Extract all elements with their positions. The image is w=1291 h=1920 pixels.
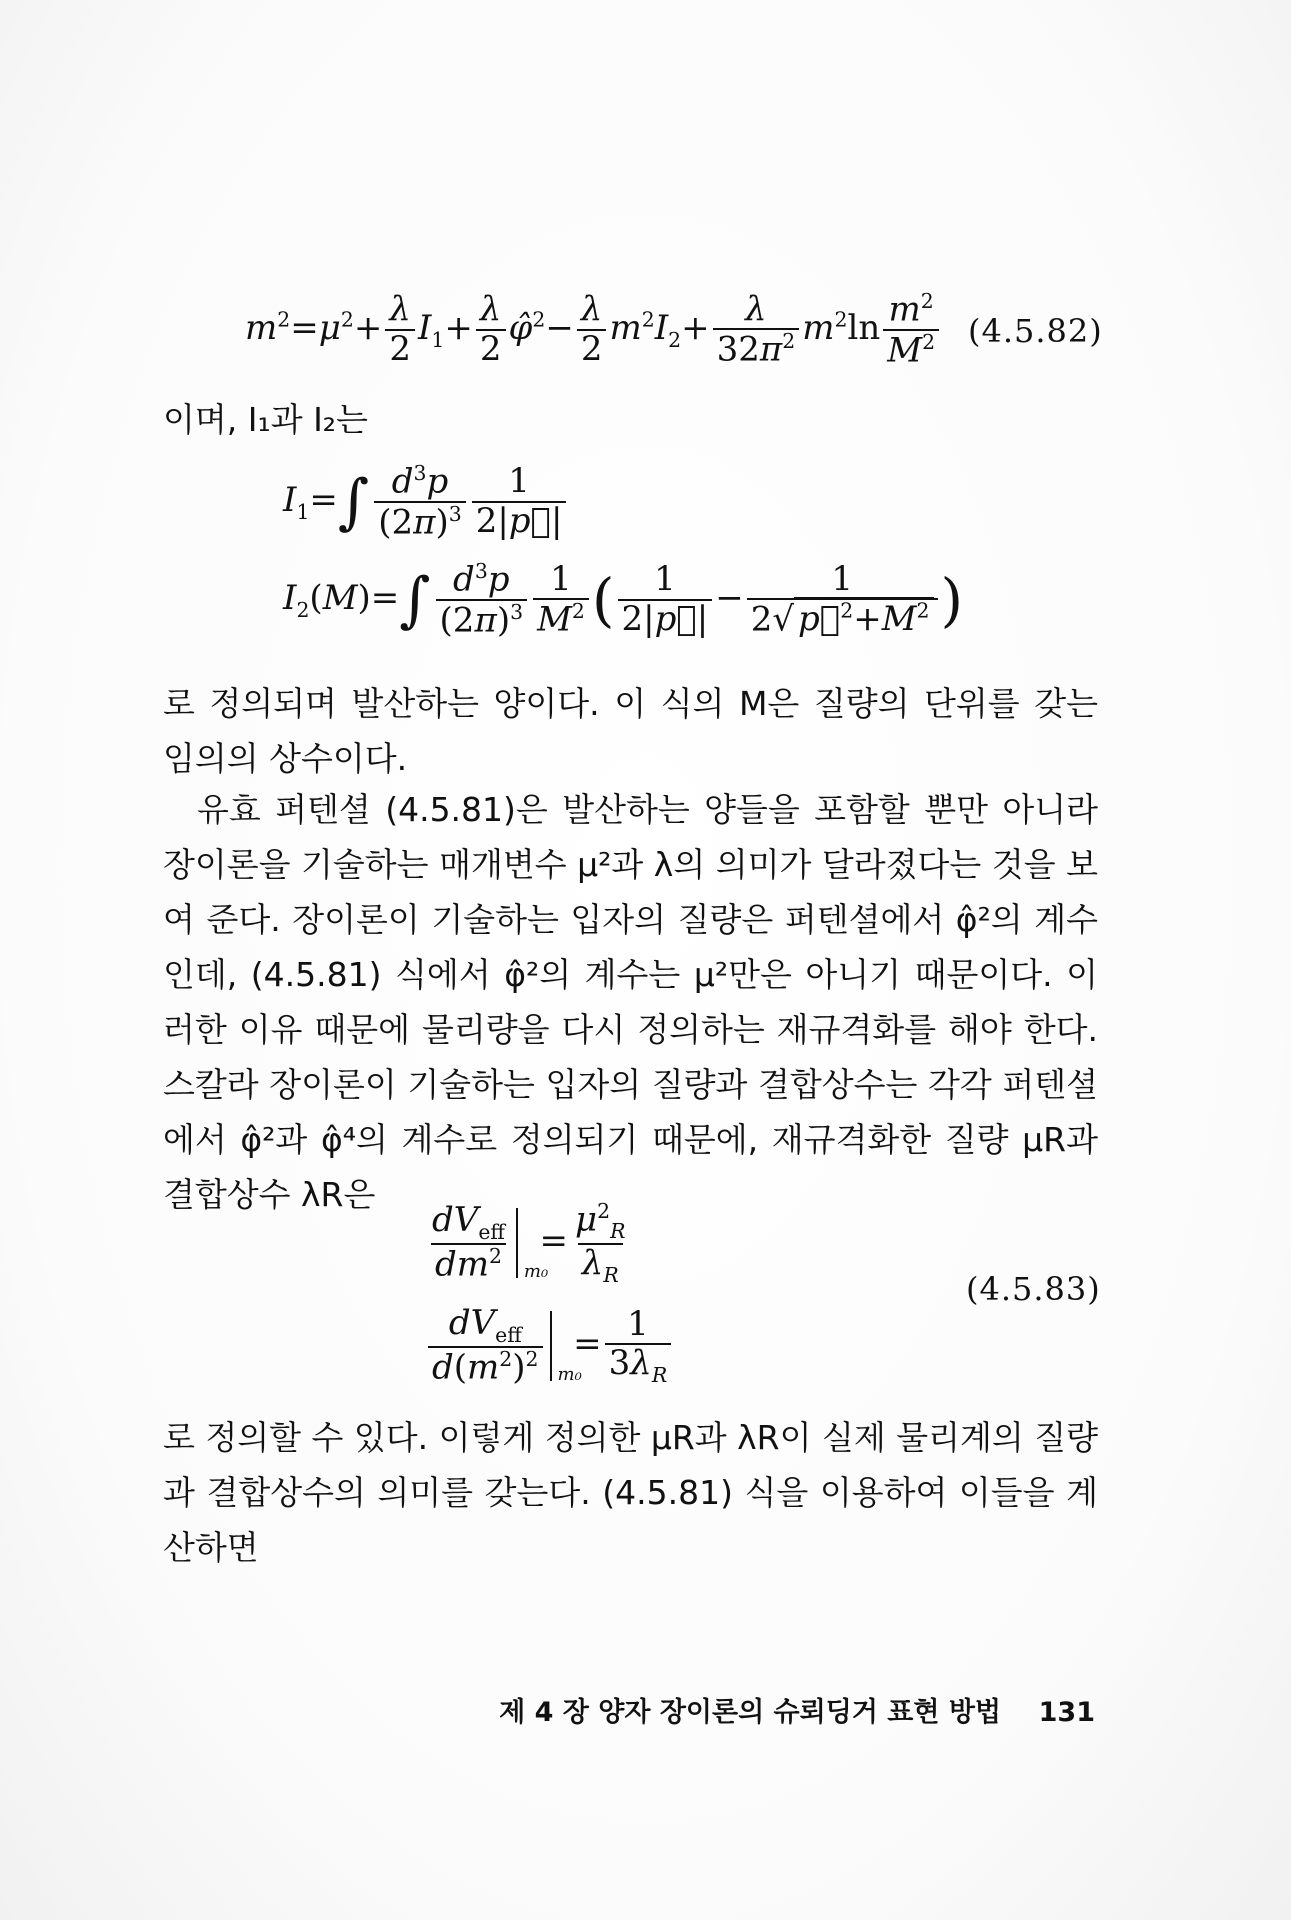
page-footer [475, 1690, 1095, 1729]
equation-4-5-82: $m^2=\mu^2+$ $\frac{\lambda}{2}$ $I_1+$ $\frac{\lambda}{2}$ φ̂$^2$− $\frac{\lambda}{2}$ $m^2I_2+$ $\frac{\lambda}{32\pi^2}$ $m^2\ln$ $\frac{m^2}{M^2}$ [245, 290, 942, 369]
intro-text: 이며, I₁과 I₂는 [163, 400, 368, 439]
paragraph-3 [163, 1410, 1098, 1575]
paragraph-2 [163, 782, 1098, 1222]
equation-number: (4.5.83) [966, 1270, 1101, 1308]
paragraph-2-text: 유효 퍼텐셜 (4.5.81)은 발산하는 양들을 포함할 뿐만 아니라 장이론을 기술하는 매개변수 μ²과 λ의 의미가 달라졌다는 것을 보여 준다. 장이론이 기술하는 입자의 질량은 퍼텐셜에서 φ̂²의 계수인데, (4.5.81) 식에서 φ̂²의 계수는 μ²만은 아니기 때문이다. 이러한 이유 때문에 물리량을 다시 정의하는 재규격화를 해야 한다. 스칼라 장이론이 기술하는 입자의 질량과 결합상수는 각각 퍼텐셜에서 φ̂²과 φ̂⁴의 계수로 정의되기 때문에, 재규격화한 질량 μR과 결합상수 λR은 [163, 790, 1098, 1214]
equation-I1: $I_1=\int$ $\frac{d^3p}{(2\pi)^3}$ $\frac{1}{2|p⃗|}$ [283, 462, 569, 541]
equation-number: (4.5.82) [968, 312, 1103, 350]
paragraph-3-text: 로 정의할 수 있다. 이렇게 정의한 μR과 λR이 실제 물리계의 질량과 결합상수의 의미를 갖는다. (4.5.81) 식을 이용하여 이들을 계산하면 [163, 1418, 1098, 1567]
paragraph-1 [163, 676, 1098, 786]
paragraph-1-text: 로 정의되며 발산하는 양이다. 이 식의 M은 질량의 단위를 갖는 임의의 상수이다. [163, 684, 1098, 778]
equation-4-5-83-bottom: $\frac{dV_{eff}}{d(m^2)^2}$ m₀ = $\frac{1}{3\lambda_R}$ [425, 1305, 674, 1387]
equation-I2: $I_2(M)=\int$ $\frac{d^3p}{(2\pi)^3}$ $\frac{1}{M^2}$ ( $\frac{1}{2|p⃗|}$ − $\frac{1}{2√ p⃗^2+M^2}$ ) [283, 558, 964, 641]
equation-4-5-83-top: $\frac{dV_{eff}}{dm^2}$ m₀ = $\frac{\mu^2_R}{\lambda_R}$ [432, 1199, 626, 1287]
page-number: 131 [1038, 1697, 1095, 1728]
chapter-title: 제 4 장 양자 장이론의 슈뢰딩거 표현 방법 [499, 1697, 1002, 1728]
